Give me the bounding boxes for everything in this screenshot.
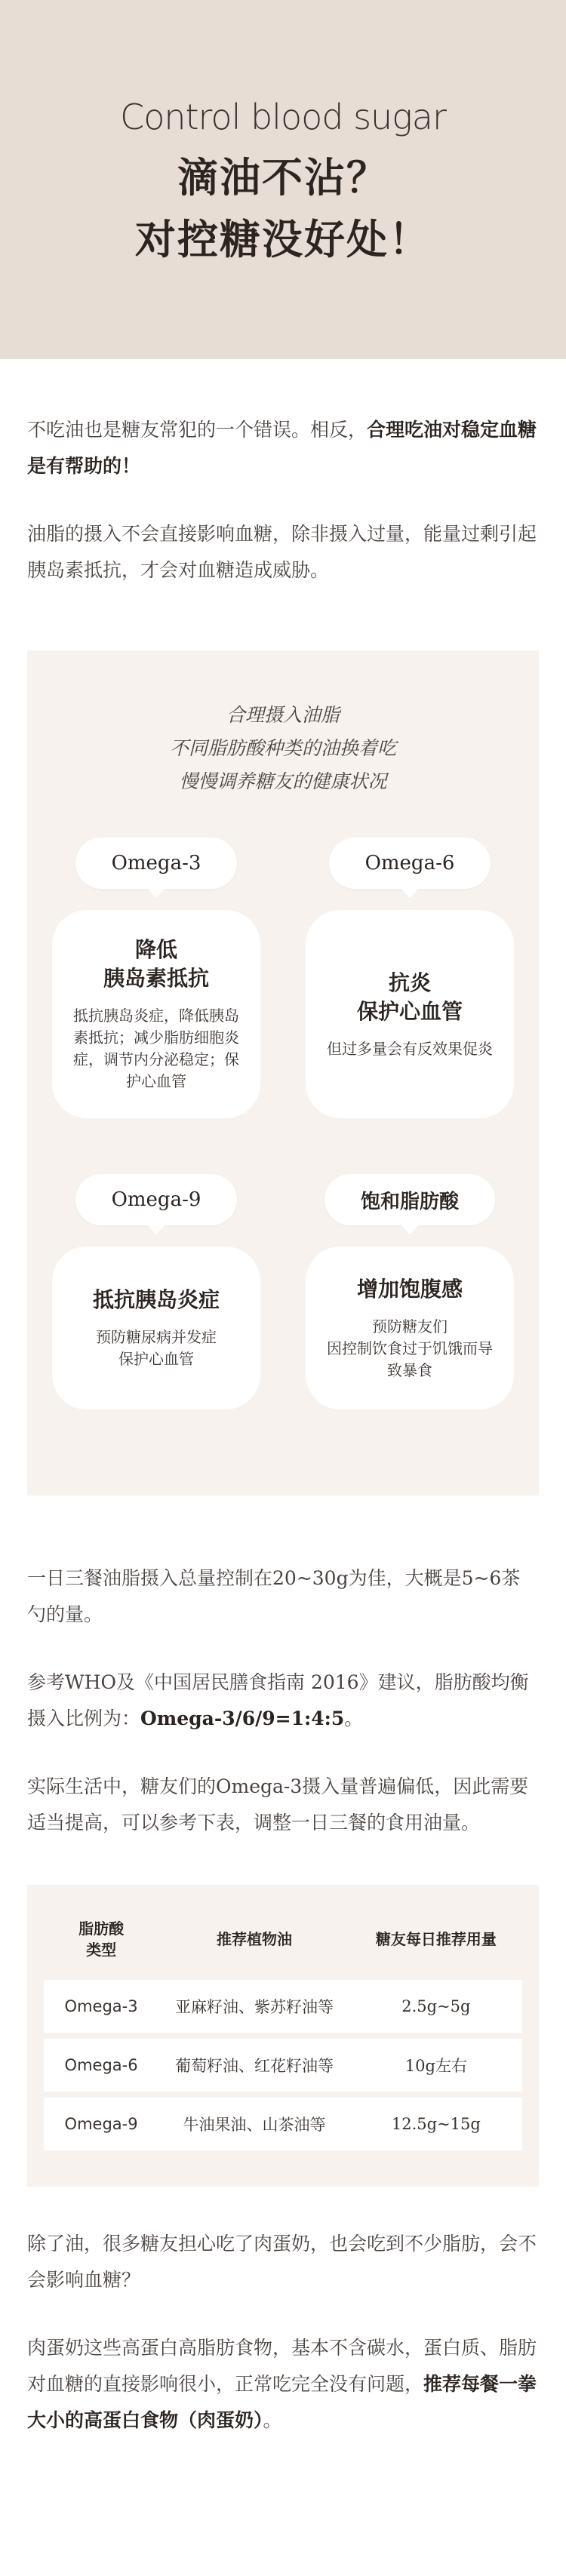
fatty-acid-tag: Omega-3: [75, 838, 238, 889]
benefit-box: [306, 1247, 514, 1409]
intro-p1-text: 不吃油也是糖友常犯的一个错误。相反，: [27, 419, 368, 441]
protein-question-paragraph: 除了油，很多糖友担心吃了肉蛋奶，也会吃到不少脂肪，会不会影响血糖？: [27, 2233, 537, 2291]
table-cell: Omega-3: [44, 1980, 158, 2033]
card-intro-line3: 慢慢调养糖友的健康状况: [179, 770, 387, 792]
table-row: [44, 1980, 522, 2033]
hero-english-title: Control blood sugar: [120, 97, 446, 137]
protein-advice-end: 。: [263, 2409, 282, 2431]
bottom-spacer: [0, 2439, 566, 2484]
ratio-emphasis: Omega-3/6/9=1:4:5: [140, 1708, 345, 1729]
benefit-description: 抵抗胰岛炎症，降低胰岛素抵抗；减少脂肪细胞炎症，调节内分泌稳定；保护心血管: [73, 1007, 239, 1090]
fatty-acid-item: [50, 838, 263, 1118]
protein-advice-emphasis: 推荐每餐一拳大小的高蛋白食物（肉蛋奶）: [27, 2373, 537, 2431]
benefit-title: 降低 胰岛素抵抗: [103, 937, 209, 991]
table-header: 糖友每日推荐用量: [375, 1930, 497, 1948]
benefit-description: 预防糖尿病并发症 保护心血管: [96, 1328, 217, 1368]
table-cell: 10g左右: [350, 2039, 522, 2092]
omega3-paragraph: 实际生活中，糖友们的Omega-3摄入量普遍偏低，因此需要适当提高，可以参考下表，调整一日三餐的食用油量。: [27, 1775, 529, 1834]
table-row: [44, 2098, 522, 2150]
oil-recommendation-table: [27, 1885, 539, 2187]
fatty-acid-tag: Omega-9: [75, 1174, 238, 1225]
table-row: [44, 2039, 522, 2092]
benefit-title: 抵抗胰岛炎症: [92, 1287, 220, 1312]
hero-title-line1: 滴油不沾？: [177, 153, 389, 201]
fatty-acid-grid: [27, 838, 539, 1409]
benefit-box: [306, 910, 514, 1118]
table-cell: 2.5g~5g: [350, 1980, 522, 2033]
benefit-title: 增加饱腹感: [356, 1276, 463, 1302]
oil-table: [44, 1907, 522, 2156]
table-cell: 亚麻籽油、紫苏籽油等: [158, 1980, 350, 2033]
ratio-text: 参考WHO及《中国居民膳食指南 2016》建议，脂肪酸均衡摄入比例为：: [27, 1671, 529, 1729]
ratio-paragraph: [0, 1665, 566, 1737]
table-cell: Omega-9: [44, 2098, 158, 2150]
table-cell: 12.5g~15g: [350, 2098, 522, 2150]
omega-info-card: [27, 650, 539, 1495]
intro-paragraph-2: 油脂的摄入不会直接影响血糖，除非摄入过量，能量过剩引起胰岛素抵抗，才会对血糖造成威胁。: [27, 523, 537, 581]
card-intro-line1: 合理摄入油脂: [226, 704, 340, 726]
fatty-acid-item: [303, 838, 516, 1118]
table-cell: 葡萄籽油、红花籽油等: [158, 2039, 350, 2092]
intake-paragraph: 一日三餐油脂摄入总量控制在20~30g为佳，大概是5~6茶勺的量。: [27, 1567, 521, 1625]
fatty-acid-tag: 饱和脂肪酸: [325, 1174, 495, 1225]
table-header: 脂肪酸 类型: [78, 1920, 125, 1959]
table-cell: Omega-6: [44, 2039, 158, 2092]
benefit-title: 抗炎 保护心血管: [356, 970, 463, 1024]
intro-p1-emphasis: 合理吃油对稳定血糖是有帮助的！: [27, 419, 537, 477]
benefit-description: 预防糖友们 因控制饮食过于饥饿而导致暴食: [327, 1317, 493, 1379]
table-cell: 牛油果油、山茶油等: [158, 2098, 350, 2150]
benefit-description: 但过多量会有反效果促炎: [327, 1039, 493, 1058]
card-intro: [27, 699, 539, 798]
fatty-acid-tag: Omega-6: [329, 838, 491, 889]
hero-banner: [0, 0, 566, 359]
benefit-box: [52, 1247, 260, 1409]
card-intro-line2: 不同脂肪酸种类的油换着吃: [169, 737, 396, 759]
table-header: 推荐植物油: [216, 1930, 292, 1948]
table-header-row: [44, 1914, 522, 1974]
ratio-end: 。: [344, 1708, 364, 1729]
protein-advice-paragraph: [0, 2330, 566, 2439]
fatty-acid-item: [50, 1174, 263, 1409]
fatty-acid-item: [303, 1174, 516, 1409]
protein-advice-text: 肉蛋奶这些高蛋白高脂肪食物，基本不含碳水，蛋白质、脂肪对血糖的直接影响很小，正常吃完全没有问题，: [27, 2337, 537, 2395]
hero-chinese-title: [0, 146, 566, 270]
intro-paragraph-1: [0, 412, 566, 484]
hero-title-line2: 对控糖没好处！: [135, 215, 431, 263]
benefit-box: [52, 910, 260, 1118]
